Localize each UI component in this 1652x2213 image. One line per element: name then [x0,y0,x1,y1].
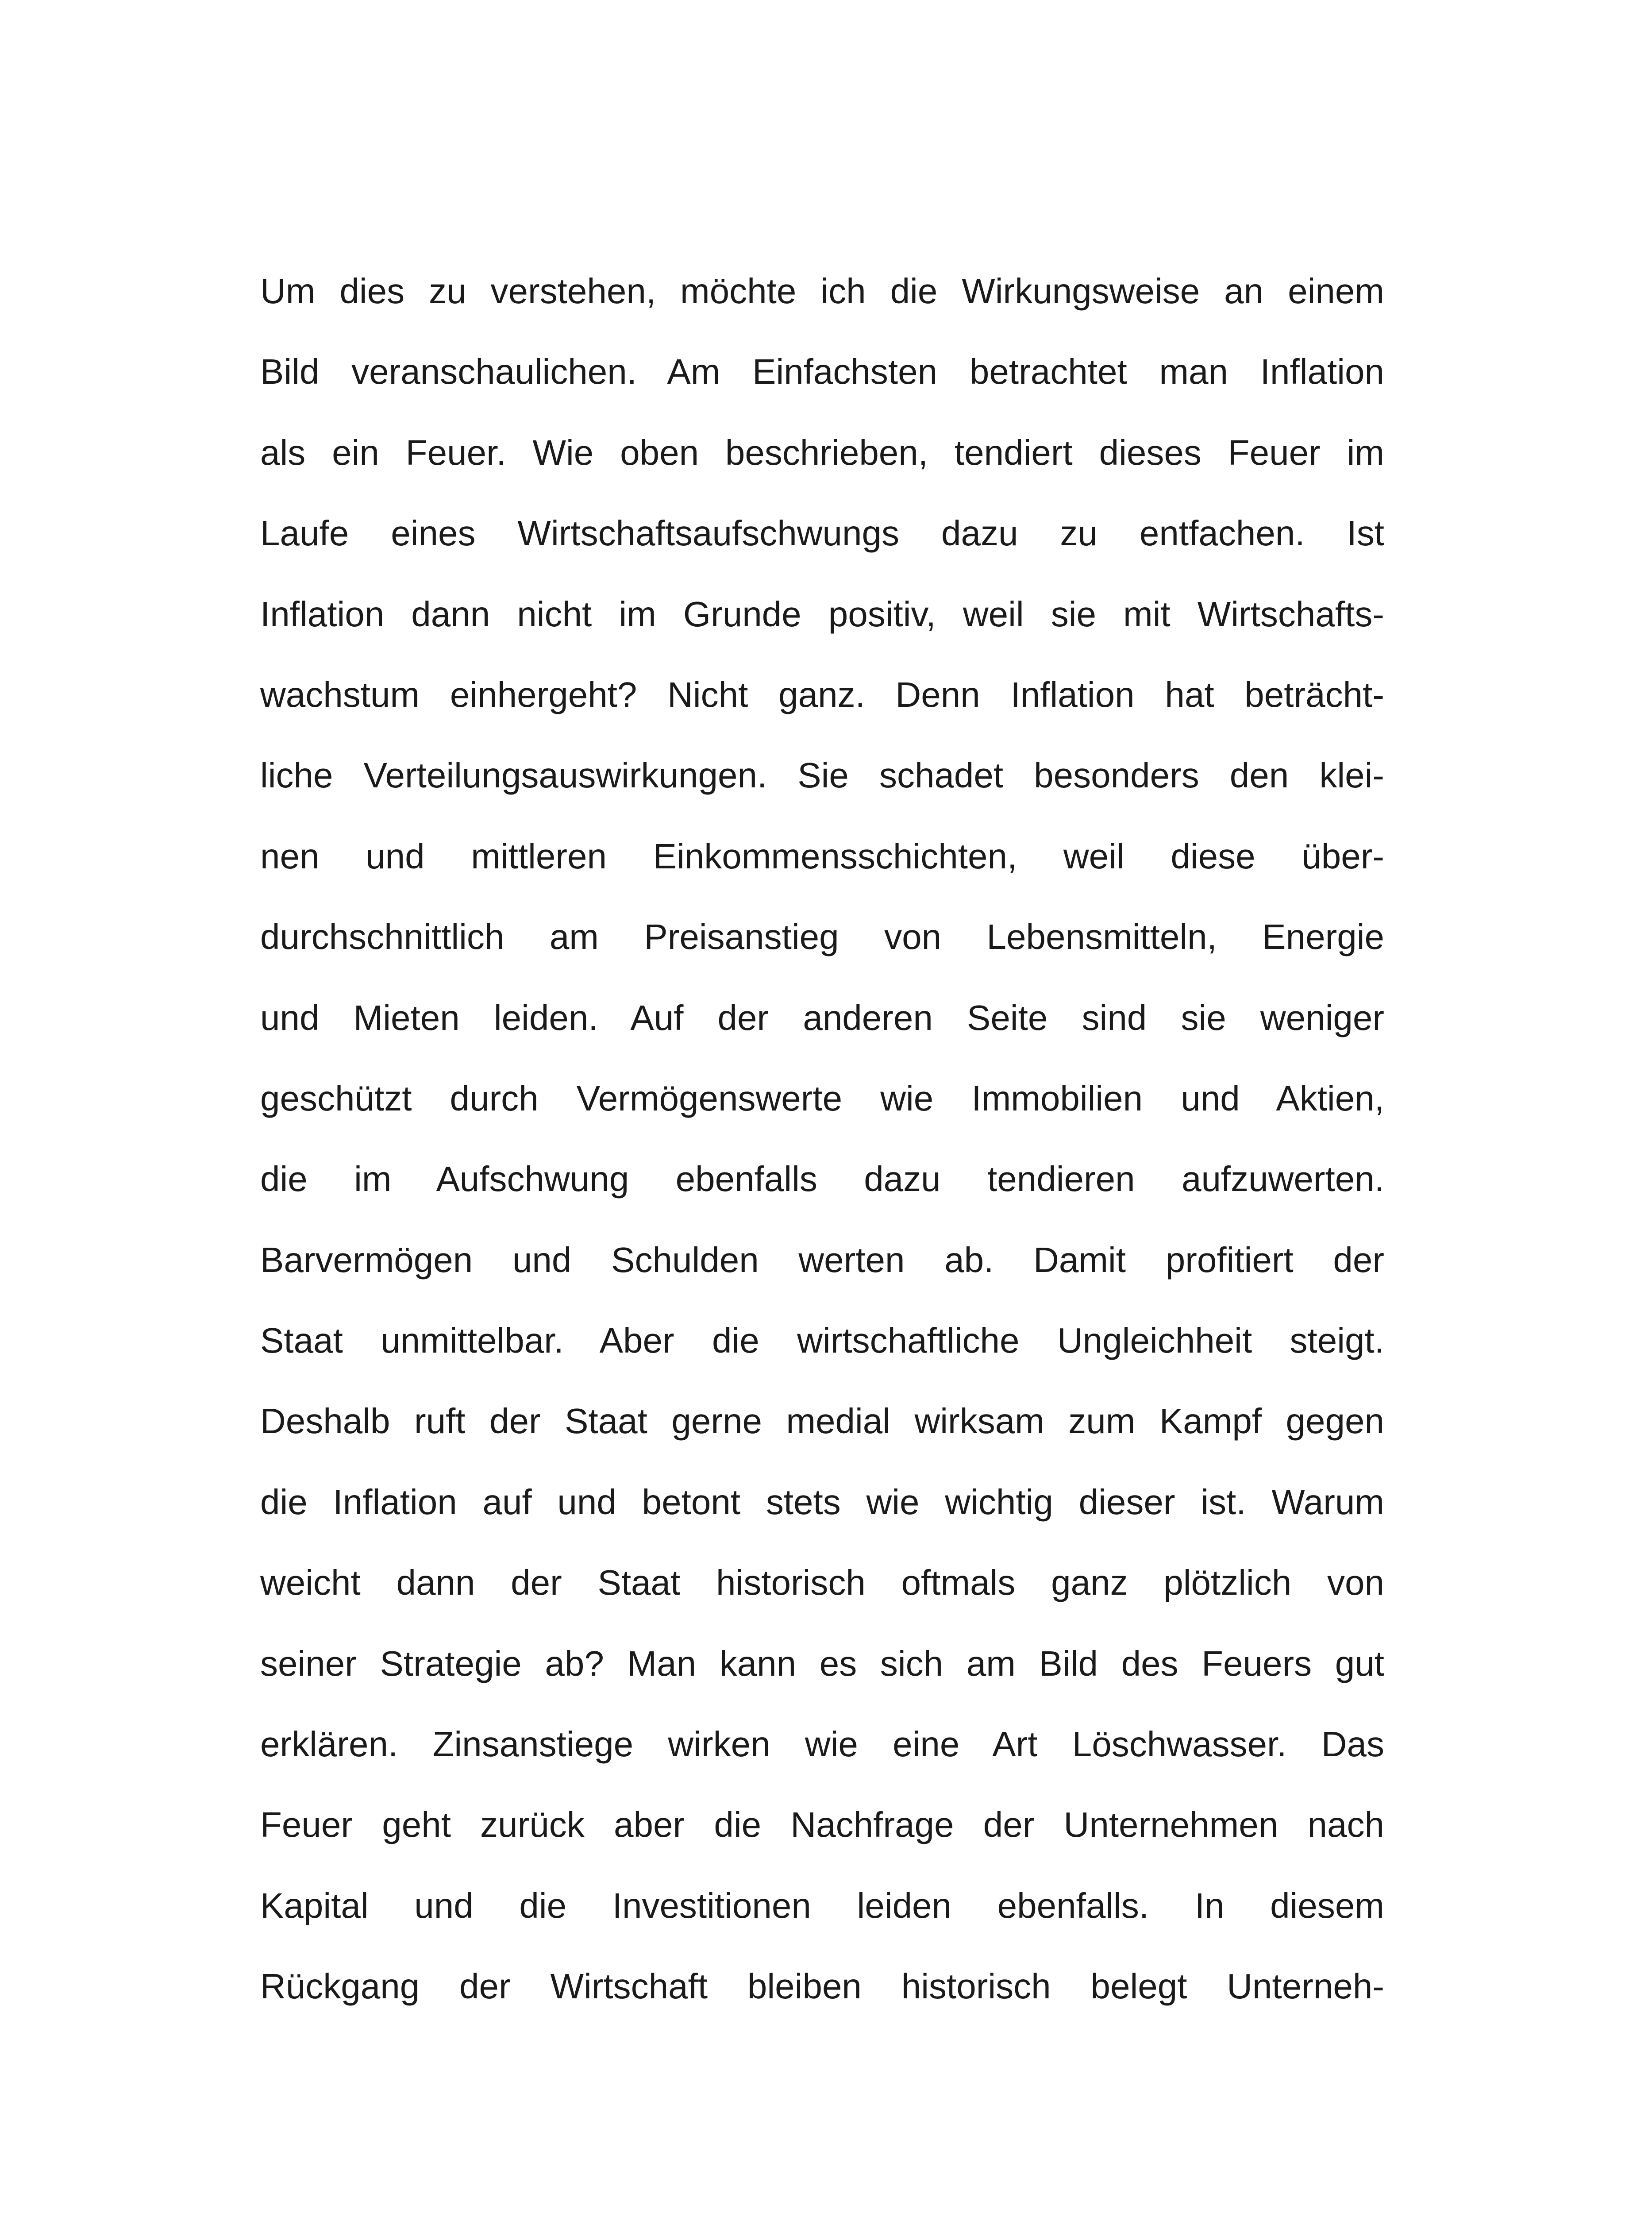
text-line: und Mieten leiden. Auf der anderen Seite sind sie weniger [260,998,1384,1037]
text-line: seiner Strategie ab? Man kann es sich am Bild des Feuers gut [260,1643,1384,1683]
text-line: erklären. Zinsanstiege wirken wie eine Art Löschwasser. Das [260,1724,1384,1764]
text-line: Rückgang der Wirtschaft bleiben historisch belegt Unterneh- [260,1966,1384,2006]
text-line: Staat unmittelbar. Aber die wirtschaftliche Ungleichheit steigt. [260,1321,1384,1361]
text-line: liche Verteilungsauswirkungen. Sie schadet besonders den klei- [260,756,1384,795]
text-line: Um dies zu verstehen, möchte ich die Wirkungsweise an einem [260,271,1384,311]
text-line: die im Aufschwung ebenfalls dazu tendieren aufzuwerten. [260,1159,1384,1199]
text-line: nen und mittleren Einkommensschichten, weil diese über- [260,836,1384,876]
text-line: Laufe eines Wirtschaftsaufschwungs dazu zu entfachen. Ist [260,513,1384,553]
text-line: Inflation dann nicht im Grunde positiv, weil sie mit Wirtschafts- [260,594,1384,634]
text-line: geschützt durch Vermögenswerte wie Immobilien und Aktien, [260,1078,1384,1118]
text-line: die Inflation auf und betont stets wie wichtig dieser ist. Warum [260,1482,1384,1522]
text-line: als ein Feuer. Wie oben beschrieben, tendiert dieses Feuer im [260,432,1384,472]
text-line: Deshalb ruft der Staat gerne medial wirksam zum Kampf gegen [260,1401,1384,1441]
text-line: Barvermögen und Schulden werten ab. Damit profitiert der [260,1240,1384,1280]
body-text [260,265,1384,2041]
text-line: Kapital und die Investitionen leiden ebenfalls. In diesem [260,1885,1384,1925]
text-line: wachstum einhergeht? Nicht ganz. Denn Inflation hat beträcht- [260,675,1384,714]
text-line: weicht dann der Staat historisch oftmals ganz plötzlich von [260,1563,1384,1603]
text-line: Feuer geht zurück aber die Nachfrage der Unternehmen nach [260,1805,1384,1845]
text-line: durchschnittlich am Preisanstieg von Lebensmitteln, Energie [260,917,1384,957]
text-line: Bild veranschaulichen. Am Einfachsten betrachtet man Inflation [260,352,1384,392]
